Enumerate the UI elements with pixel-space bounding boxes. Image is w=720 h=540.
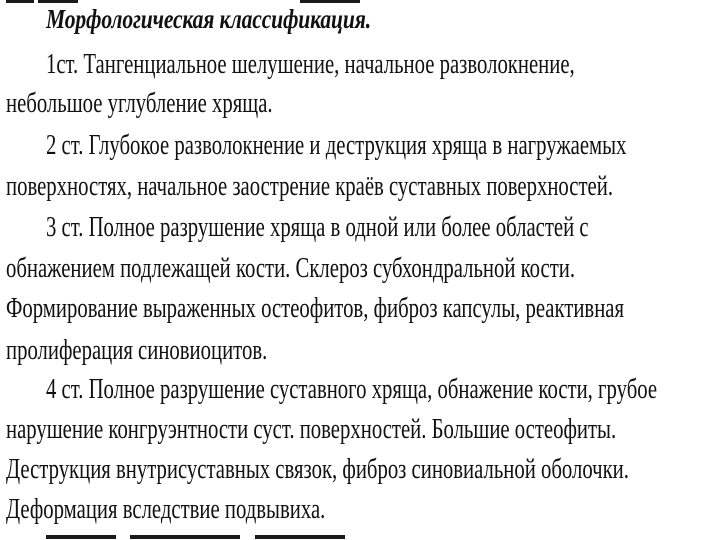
text-line-1: 1ст. Тангенциальное шелушение, начальное разволокнение,: [46, 49, 575, 80]
text-line-5: 3 ст. Полное разрушение хряща в одной или более областей с: [46, 212, 589, 243]
text-line-11: Деструкция внутрисуставных связок, фиброз синовиальной оболочки.: [6, 454, 629, 485]
text-line-2: небольшое углубление хряща.: [6, 88, 273, 119]
text-line-6: обнажением подлежащей кости. Склероз субхондральной кости.: [6, 253, 576, 284]
text-line-3: 2 ст. Глубокое разволокнение и деструкция хряща в нагружаемых: [46, 130, 627, 161]
text-line-4: поверхностях, начальное заострение краёв суставных поверхностей.: [6, 171, 614, 202]
text-line-9: 4 ст. Полное разрушение суставного хряща, обнажение кости, грубое: [46, 374, 658, 405]
text-line-12: Деформация вследствие подвывиха.: [6, 494, 326, 525]
cropped-text-bottom: [0, 532, 720, 540]
text-line-8: пролиферация синовиоцитов.: [6, 335, 268, 366]
text-line-10: нарушение конгруэнтности суст. поверхностей. Большие остеофиты.: [6, 414, 617, 445]
document-title: Морфологическая классификация.: [46, 4, 371, 34]
text-line-7: Формирование выраженных остеофитов, фиброз капсулы, реактивная: [6, 293, 625, 324]
